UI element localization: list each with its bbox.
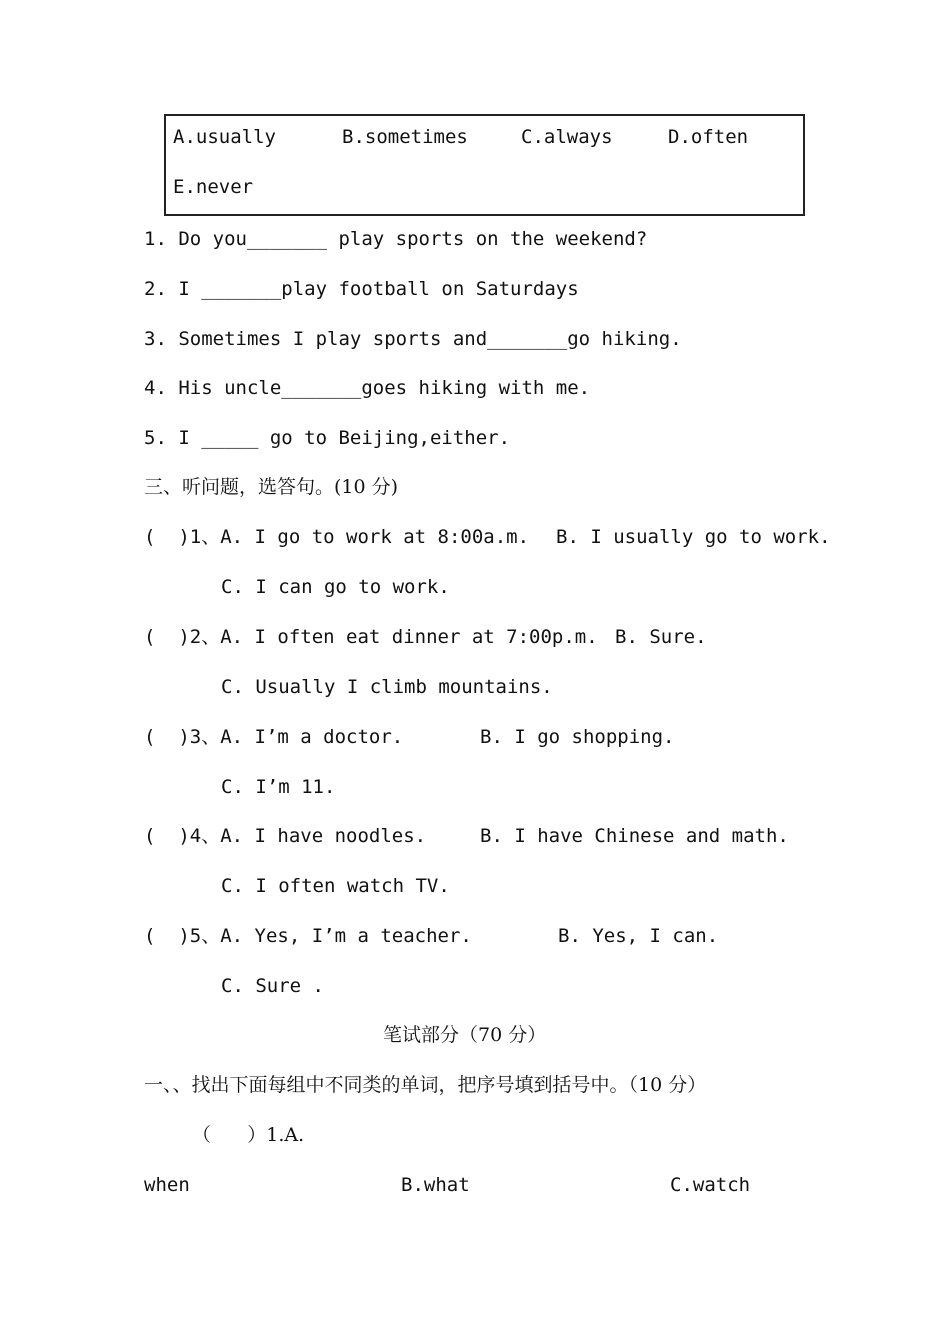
listen-q1-c: C. I can go to work. bbox=[221, 576, 450, 598]
listen-q4-c: C. I often watch TV. bbox=[221, 875, 450, 897]
word-option-d: D.often bbox=[668, 126, 749, 148]
blank-question-4: 4. His uncle_______goes hiking with me. bbox=[144, 377, 591, 399]
part-1-q1-option-c: C.watch bbox=[670, 1174, 751, 1196]
listen-q4-a: ( )4、A. I have noodles. bbox=[144, 825, 427, 847]
blank-question-3: 3. Sometimes I play sports and_______go hiking. bbox=[144, 328, 682, 350]
section-3-heading: 三、听问题，选答句。(10 分) bbox=[144, 476, 399, 498]
word-option-a: A.usually bbox=[173, 126, 276, 148]
word-option-b: B.sometimes bbox=[342, 126, 468, 148]
part-1-q1-prefix: （ ）1.A. bbox=[192, 1124, 305, 1146]
word-option-e: E.never bbox=[173, 176, 254, 198]
listen-q2-c: C. Usually I climb mountains. bbox=[221, 676, 553, 698]
listen-q2-a: ( )2、A. I often eat dinner at 7:00p.m. bbox=[144, 626, 598, 648]
listen-q3-c: C. I’m 11. bbox=[221, 776, 336, 798]
listen-q4-b: B. I have Chinese and math. bbox=[480, 825, 789, 847]
blank-question-1: 1. Do you_______ play sports on the weekend? bbox=[144, 228, 648, 250]
part-1-heading: 一、、找出下面每组中不同类的单词，把序号填到括号中。（10 分） bbox=[144, 1074, 707, 1096]
blank-question-5: 5. I _____ go to Beijing,either. bbox=[144, 427, 511, 449]
listen-q5-a: ( )5、A. Yes, I’m a teacher. bbox=[144, 925, 472, 947]
listen-q3-a: ( )3、A. I’m a doctor. bbox=[144, 726, 404, 748]
part-1-q1-option-a: when bbox=[144, 1174, 190, 1196]
listen-q5-c: C. Sure . bbox=[221, 975, 324, 997]
listen-q1-a: ( )1、A. I go to work at 8:00a.m. bbox=[144, 526, 530, 548]
written-section-heading: 笔试部分（70 分） bbox=[383, 1024, 547, 1046]
word-option-c: C.always bbox=[521, 126, 613, 148]
listen-q2-b: B. Sure. bbox=[615, 626, 707, 648]
listen-q1-b: B. I usually go to work. bbox=[556, 526, 831, 548]
blank-question-2: 2. I _______play football on Saturdays bbox=[144, 278, 579, 300]
listen-q5-b: B. Yes, I can. bbox=[558, 925, 719, 947]
listen-q3-b: B. I go shopping. bbox=[480, 726, 675, 748]
part-1-q1-option-b: B.what bbox=[401, 1174, 470, 1196]
